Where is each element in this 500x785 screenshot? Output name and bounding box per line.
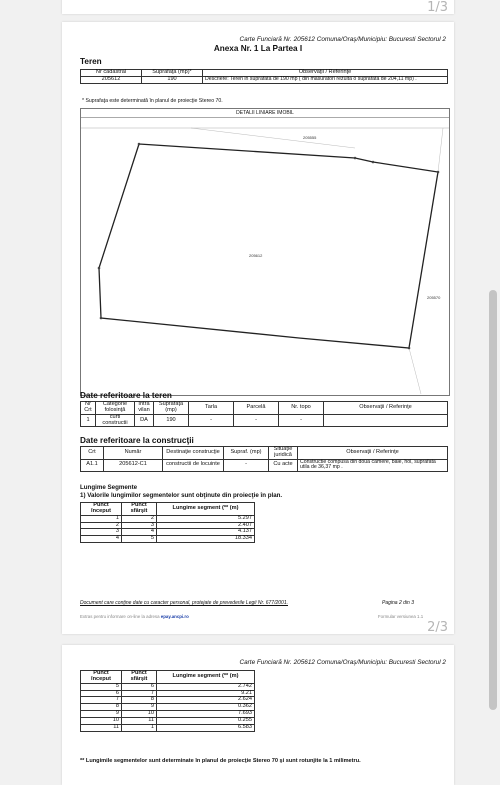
table-row — [81, 697, 255, 704]
lungime-title: Lungime Segmente — [80, 484, 138, 491]
cell-end: 8 — [122, 697, 157, 704]
scrollbar-thumb[interactable] — [489, 290, 497, 710]
col-crt: Crt — [81, 447, 104, 460]
pdf-page-2 — [62, 22, 454, 634]
cell-start: 1 — [81, 515, 122, 522]
table-row — [81, 690, 255, 697]
footer-page: Pagina 2 din 3 — [382, 600, 414, 606]
footer-legal: Document care conţine date cu caracter personal, protejate de prevederile Legii Nr. 677/2001. — [80, 600, 288, 606]
teren-table — [80, 69, 448, 84]
col-nr-crt: Nr Crt — [81, 402, 96, 415]
table-row — [81, 536, 255, 543]
col-punct-inceput: Punct început — [81, 503, 122, 516]
pdf-page-1 — [62, 0, 454, 14]
col-numar: Număr — [104, 447, 163, 460]
parcel-plan — [80, 108, 450, 396]
col-punct-inceput: Punct început — [81, 671, 122, 684]
neighbor-right-label: 205570 — [427, 295, 441, 300]
cell-end: 6 — [122, 683, 157, 690]
cell-crt: A1.1 — [81, 459, 104, 471]
date-constructii-title: Date referitoare la construcţii — [80, 436, 194, 445]
cell-length: 0.362 — [157, 704, 255, 711]
cell-suprafata: 190 — [142, 76, 203, 83]
cell-numar: 205612-C1 — [104, 459, 163, 471]
cell-observatii: Descriere: Teren in suprafata de 190 mp ( din masuratori rezulta o suprafata de 204,11 mp) . — [203, 76, 448, 83]
page-indicator-1: 1/3 — [427, 0, 448, 15]
cell-end: 9 — [122, 704, 157, 711]
anexa-title: Anexa Nr. 1 La Partea I — [213, 44, 303, 53]
cell-tarla: - — [189, 414, 234, 427]
table-row — [81, 515, 255, 522]
cell-length: 18.334 — [157, 536, 255, 543]
col-nr-topo: Nr. topo — [279, 402, 324, 415]
cell-length: 5.297 — [157, 515, 255, 522]
col-supraf: Supraf. (mp) — [224, 447, 269, 460]
col-situatie: Situaţie juridică — [269, 447, 298, 460]
table-row — [81, 459, 448, 471]
cell-start: 7 — [81, 697, 122, 704]
cell-start: 9 — [81, 711, 122, 718]
extract-line — [80, 614, 189, 619]
col-intravilan: Intra vilan — [135, 402, 154, 415]
cell-start: 4 — [81, 536, 122, 543]
date-constructii-table — [80, 446, 448, 472]
extract-link[interactable]: epay.ancpi.ro — [160, 614, 189, 619]
cell-length: 6.583 — [157, 724, 255, 731]
cell-start: 5 — [81, 683, 122, 690]
col-suprafata: Suprafaţa (mp) — [154, 402, 189, 415]
date-teren-title: Date referitoare la teren — [80, 391, 172, 400]
cell-length: 7.693 — [157, 711, 255, 718]
col-tarla: Tarla — [189, 402, 234, 415]
col-observatii: Observaţii / Referinţe — [298, 447, 448, 460]
neighbor-top-label: 205555 — [303, 135, 317, 140]
extract-text: Extras pentru informare on-line la adresa — [80, 614, 160, 619]
segment-table-continued — [80, 670, 255, 732]
cell-suprafata: 190 — [154, 414, 189, 427]
table-row — [81, 711, 255, 718]
table-row — [81, 683, 255, 690]
viewer-scrollbar[interactable] — [486, 0, 500, 768]
cell-end: 11 — [122, 718, 157, 725]
cell-end: 10 — [122, 711, 157, 718]
cell-intravilan: DA — [135, 414, 154, 427]
teren-title: Teren — [80, 57, 102, 66]
cell-length: 4.137 — [157, 529, 255, 536]
table-row — [81, 724, 255, 731]
cell-start: 3 — [81, 529, 122, 536]
lungime-subtitle: 1) Valorile lungimilor segmentelor sunt obţinute din proiecţie în plan. — [80, 492, 283, 499]
table-row — [81, 718, 255, 725]
col-lungime: Lungime segment (** (m) — [157, 503, 255, 516]
col-punct-sfarsit: Punct sfârşit — [122, 671, 157, 684]
cell-nr-cadastral: 205612 — [81, 76, 142, 83]
cell-length: 2.407 — [157, 522, 255, 529]
date-teren-table — [80, 401, 448, 427]
col-observatii: Observaţii / Referinţe — [324, 402, 448, 415]
table-row — [81, 76, 448, 83]
segment-note: ** Lungimile segmentelor sunt determinate în planul de proiecţie Stereo 70 şi sunt rotunjite la 1 milimetru. — [80, 758, 361, 764]
cell-nr-crt: 1 — [81, 414, 96, 427]
cell-length: 9.21 — [157, 690, 255, 697]
cell-start: 2 — [81, 522, 122, 529]
page-header: Carte Funciară Nr. 205612 Comuna/Oraş/Municipiu: Bucuresti Sectorul 2 — [239, 659, 446, 666]
cell-start: 6 — [81, 690, 122, 697]
page-indicator-2: 2/3 — [427, 620, 448, 635]
cell-end: 3 — [122, 522, 157, 529]
cell-length: 0.255 — [157, 718, 255, 725]
page-header: Carte Funciară Nr. 205612 Comuna/Oraş/Municipiu: Bucuresti Sectorul 2 — [239, 36, 446, 43]
cell-start: 11 — [81, 724, 122, 731]
segment-table — [80, 502, 255, 543]
table-row — [81, 414, 448, 427]
cell-situatie: Cu acte — [269, 459, 298, 471]
cell-observatii: Constructie compusa din doua camere, baie, hol, suprafata utila de 36,37 mp . — [298, 459, 448, 471]
cell-start: 8 — [81, 704, 122, 711]
col-categorie: Categorie folosinţă — [96, 402, 135, 415]
cell-start: 10 — [81, 718, 122, 725]
cell-length: 2.624 — [157, 697, 255, 704]
teren-note: * Suprafaţa este determinată în planul de proiecţie Stereo 70. — [82, 98, 223, 104]
col-punct-sfarsit: Punct sfârşit — [122, 503, 157, 516]
cell-nr-topo: - — [279, 414, 324, 427]
col-observatii: Observaţii / Referinţe — [203, 70, 448, 77]
parcel-label: 205612 — [249, 253, 263, 258]
cell-end: 1 — [122, 724, 157, 731]
parcel-outline — [81, 118, 449, 394]
plan-title: DETALII LINIARE IMOBIL — [81, 109, 449, 118]
table-row — [81, 522, 255, 529]
cell-parcela: - — [234, 414, 279, 427]
pdf-page-3 — [62, 645, 454, 785]
col-parcela: Parcelă — [234, 402, 279, 415]
cell-end: 4 — [122, 529, 157, 536]
cell-destinatie: constructii de locuinte — [163, 459, 224, 471]
col-nr-cadastral: Nr cadastral — [81, 70, 142, 77]
table-row — [81, 529, 255, 536]
cell-observatii — [324, 414, 448, 427]
col-destinatie: Destinaţie construcţie — [163, 447, 224, 460]
col-suprafata: Suprafaţa (mp)* — [142, 70, 203, 77]
form-version: Formular versiunea 1.1 — [378, 614, 424, 619]
cell-supraf: - — [224, 459, 269, 471]
cell-end: 7 — [122, 690, 157, 697]
cell-end: 5 — [122, 536, 157, 543]
cell-categorie: curti constructii — [96, 414, 135, 427]
table-row — [81, 704, 255, 711]
cell-end: 2 — [122, 515, 157, 522]
cell-length: 2.742 — [157, 683, 255, 690]
col-lungime: Lungime segment (** (m) — [157, 671, 255, 684]
